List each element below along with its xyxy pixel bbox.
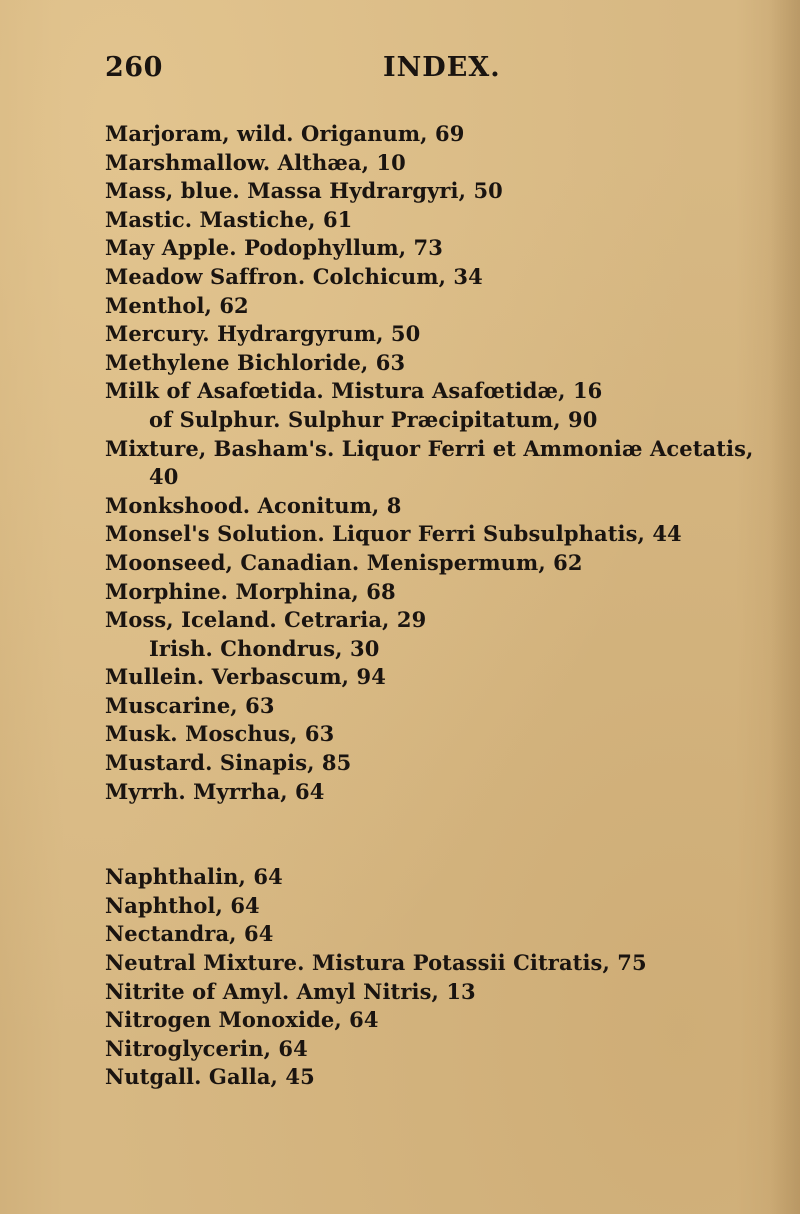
index-entry: Marshmallow. Althæa, 10 — [105, 149, 406, 175]
index-entry: Morphine. Morphina, 68 — [105, 578, 396, 604]
index-entry: Naphthalin, 64 — [105, 864, 283, 890]
index-entry-continuation: 40 — [149, 464, 179, 490]
page-number: 260 — [105, 52, 163, 83]
section-gap — [105, 806, 795, 863]
index-entry: Musk. Moschus, 63 — [105, 721, 335, 747]
index-entry: Mustard. Sinapis, 85 — [105, 750, 352, 776]
index-entry: Naphthol, 64 — [105, 892, 260, 918]
index-entry: Muscarine, 63 — [105, 692, 275, 718]
index-entry: Mastic. Mastiche, 61 — [105, 206, 353, 232]
index-entry: Mass, blue. Massa Hydrargyri, 50 — [105, 178, 503, 204]
index-entry: Marjoram, wild. Origanum, 69 — [105, 121, 465, 146]
index-entry: Moss, Iceland. Cetraria, 29 — [105, 607, 427, 633]
index-entry: Nitroglycerin, 64 — [105, 1035, 308, 1061]
index-entry: Monsel's Solution. Liquor Ferri Subsulphatis, 44 — [105, 521, 682, 547]
index-entry: Mullein. Verbascum, 94 — [105, 664, 386, 690]
index-entry: Milk of Asafœtida. Mistura Asafœtidæ, 16 — [105, 378, 603, 404]
index-entry: Neutral Mixture. Mistura Potassii Citratis, 75 — [105, 950, 647, 976]
index-entry: Mixture, Basham's. Liquor Ferri et Ammoniæ Acetatis, — [105, 435, 754, 461]
index-entry: Nutgall. Galla, 45 — [105, 1064, 315, 1090]
index-entry: Monkshood. Aconitum, 8 — [105, 492, 402, 518]
running-head: INDEX. — [383, 52, 501, 83]
index-entry: Moonseed, Canadian. Menispermum, 62 — [105, 549, 583, 575]
index-entry: Nectandra, 64 — [105, 921, 274, 947]
index-entry: Menthol, 62 — [105, 292, 249, 318]
index-entries — [105, 120, 795, 1092]
index-entry: Nitrite of Amyl. Amyl Nitris, 13 — [105, 978, 476, 1004]
index-entry: Meadow Saffron. Colchicum, 34 — [105, 263, 483, 289]
index-subentry: of Sulphur. Sulphur Præcipitatum, 90 — [149, 406, 598, 432]
page-header — [105, 52, 705, 92]
index-entry: Mercury. Hydrargyrum, 50 — [105, 321, 421, 347]
index-entry: Myrrh. Myrrha, 64 — [105, 778, 325, 804]
index-entry: Nitrogen Monoxide, 64 — [105, 1007, 379, 1033]
index-entry: Methylene Bichloride, 63 — [105, 349, 406, 375]
index-entry: May Apple. Podophyllum, 73 — [105, 235, 443, 261]
index-subentry: Irish. Chondrus, 30 — [149, 635, 380, 661]
